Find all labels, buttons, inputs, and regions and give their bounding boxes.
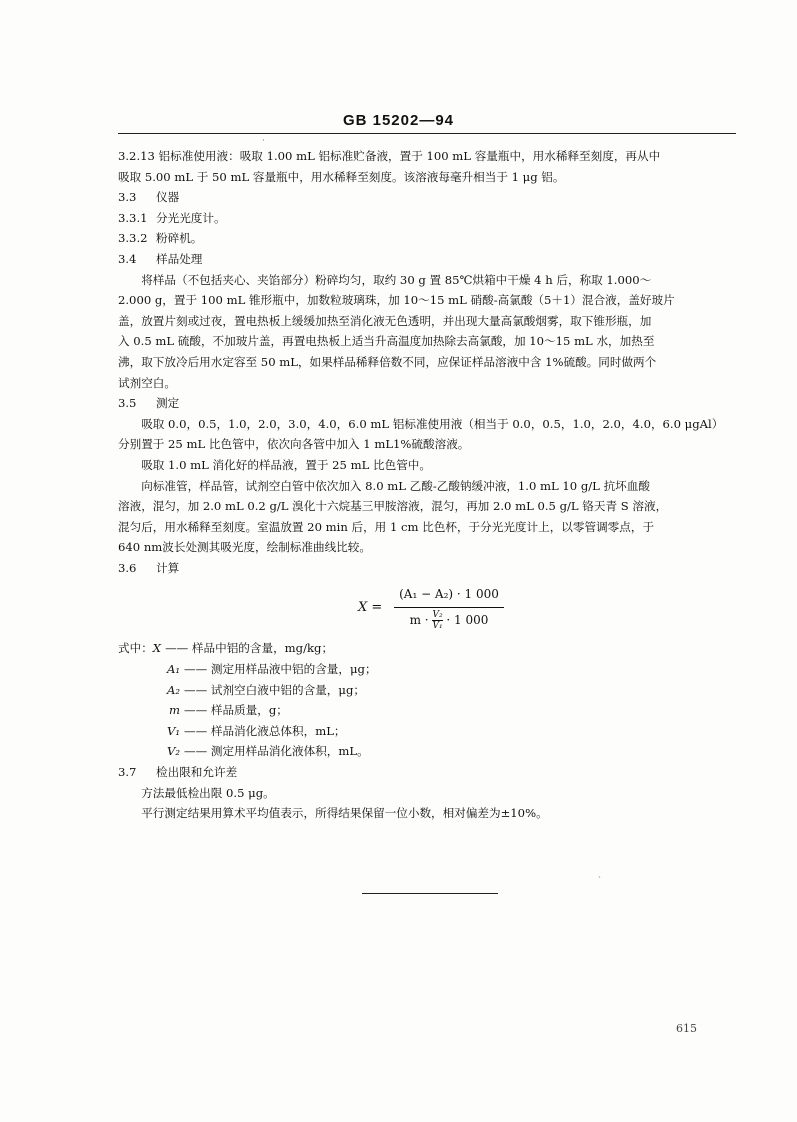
header-rule (118, 133, 736, 134)
section-3-2-13-line1: 3.2.13 铝标准使用液：吸取 1.00 mL 铝标准贮备液，置于 100 mL 容量瓶中，用水稀释至刻度，再从中 (118, 149, 661, 163)
section-3-5-para3-line: 向标准管，样品管，试剂空白管中依次加入 8.0 mL 乙酸-乙酸钠缓冲液，1.0 mL 10 g/L 抗坏血酸 (141, 478, 650, 493)
section-3-4-line: 将样品（不包括夹心、夹馅部分）粉碎均匀，取约 30 g 置 85℃烘箱中干燥 4 h 后，称取 1.000～ (141, 272, 652, 287)
section-3-5-para1-line: 吸取 0.0，0.5，1.0，2.0，3.0，4.0，6.0 mL 铝标准使用液（相当于 0.0，0.5，1.0，2.0，4.0，6.0 μgAl） (141, 416, 724, 431)
section-3-3-2-heading (118, 228, 736, 249)
section-3-4-line: 入 0.5 mL 硫酸，不加玻片盖，再置电热板上适当升高温度加热除去高氯酸，加 10～15 mL 水，加热至 (118, 334, 655, 349)
section-title: 分光光度计。 (156, 210, 226, 225)
formula-denominator (394, 608, 504, 631)
formula-ratio-bottom: V₁ (432, 621, 443, 632)
formula-fraction (394, 584, 504, 631)
formula-den-prefix: m · (409, 613, 429, 628)
section-number: 3.7 (118, 765, 137, 780)
section-number: 3.3.2 (118, 231, 148, 246)
section-3-7-line1: 方法最低检出限 0.5 μg。 (141, 785, 275, 800)
section-title: 计算 (156, 560, 180, 575)
section-number: 3.3.1 (118, 210, 148, 225)
variable-desc: —— 测定用样品液中铝的含量，μg； (184, 662, 377, 677)
variable-row (118, 659, 736, 680)
section-3-4-heading (118, 249, 736, 270)
formula-lhs: X = (358, 600, 383, 616)
scan-speck: ˎ (598, 869, 601, 879)
formula-volume-ratio (432, 610, 442, 631)
variable-name: V₂ (166, 744, 180, 759)
section-3-7-line2: 平行测定结果用算术平均值表示，所得结果保留一位小数，相对偏差为±10%。 (141, 806, 548, 821)
section-3-4-line: 沸，取下放冷后用水定容至 50 mL，如果样品稀释倍数不同，应保证样品溶液中含 1%硫酸。同时做两个 (118, 354, 657, 369)
calculation-formula (118, 582, 736, 636)
section-title: 样品处理 (156, 251, 203, 266)
section-number: 3.3 (118, 190, 137, 205)
section-3-4-line: 盖，放置片刻或过夜，置电热板上缓缓加热至消化液无色透明，并出现大量高氯酸烟雾，取下锥形瓶，加 (118, 313, 652, 328)
section-3-4-line: 试剂空白。 (118, 375, 176, 390)
variable-row (118, 700, 736, 721)
standard-code-header: GB 15202—94 (342, 112, 455, 129)
section-3-3-1-heading (118, 208, 736, 229)
variable-name: V₁ (166, 723, 180, 738)
variable-name: A₁ (166, 662, 180, 677)
variable-desc: —— 试剂空白液中铝的含量，μg； (184, 682, 365, 697)
end-of-text-rule (362, 893, 498, 894)
variable-name: m (169, 703, 180, 718)
section-title: 粉碎机。 (156, 231, 203, 246)
where-label: 式中： (118, 641, 153, 656)
variable-desc: —— 样品消化液总体积，mL； (184, 723, 346, 738)
variable-desc: —— 样品质量，g； (184, 703, 288, 718)
variable-name: A₂ (166, 682, 180, 697)
formula-numerator: (A₁ − A₂) · 1 000 (394, 584, 504, 608)
variable-row (118, 721, 736, 742)
section-3-5-para2: 吸取 1.0 mL 消化好的样品液，置于 25 mL 比色管中。 (141, 457, 431, 472)
document-body (118, 146, 736, 824)
section-3-4-line: 2.000 g，置于 100 mL 锥形瓶中，加数粒玻璃珠，加 10～15 mL 硝酸-高氯酸（5＋1）混合液，盖好玻片 (118, 293, 675, 308)
formula-ratio-top: V₂ (432, 610, 443, 621)
scan-speck: · (262, 136, 265, 146)
section-3-6-heading (118, 558, 736, 579)
section-3-7-heading (118, 762, 736, 783)
section-number: 3.5 (118, 396, 137, 411)
section-number: 3.4 (118, 251, 137, 266)
section-3-5-para3-line: 640 nm波长处测其吸光度，绘制标准曲线比较。 (118, 540, 371, 555)
variable-desc: —— 样品中铝的含量，mg/kg； (165, 641, 334, 656)
section-number: 3.6 (118, 560, 137, 575)
section-title: 仪器 (156, 190, 180, 205)
section-3-5-para1-line: 分别置于 25 mL 比色管中，依次向各管中加入 1 mL1%硫酸溶液。 (118, 437, 470, 452)
section-3-5-para3-line: 混匀后，用水稀释至刻度。室温放置 20 min 后，用 1 cm 比色杯，于分光光度计上，以零管调零点，于 (118, 519, 655, 534)
section-3-2-13-line2: 吸取 5.00 mL 于 50 mL 容量瓶中，用水稀释至刻度。该溶液每毫升相当于 1 μg 铝。 (118, 169, 565, 184)
section-3-5-heading (118, 393, 736, 414)
section-3-5-para3-line: 溶液，混匀，加 2.0 mL 0.2 g/L 溴化十六烷基三甲胺溶液，混匀，再加 2.0 mL 0.5 g/L 铬天青 S 溶液， (118, 499, 668, 514)
variable-row (118, 638, 736, 659)
section-title: 测定 (156, 396, 180, 411)
section-3-3-heading (118, 187, 736, 208)
formula-den-suffix: · 1 000 (446, 613, 489, 628)
variable-row (118, 680, 736, 701)
section-title: 检出限和允许差 (156, 765, 238, 780)
variable-row (118, 741, 736, 762)
variable-desc: —— 测定用样品消化液体积，mL。 (184, 744, 369, 759)
page-number: 615 (676, 1022, 697, 1035)
variable-name: X (152, 641, 162, 656)
